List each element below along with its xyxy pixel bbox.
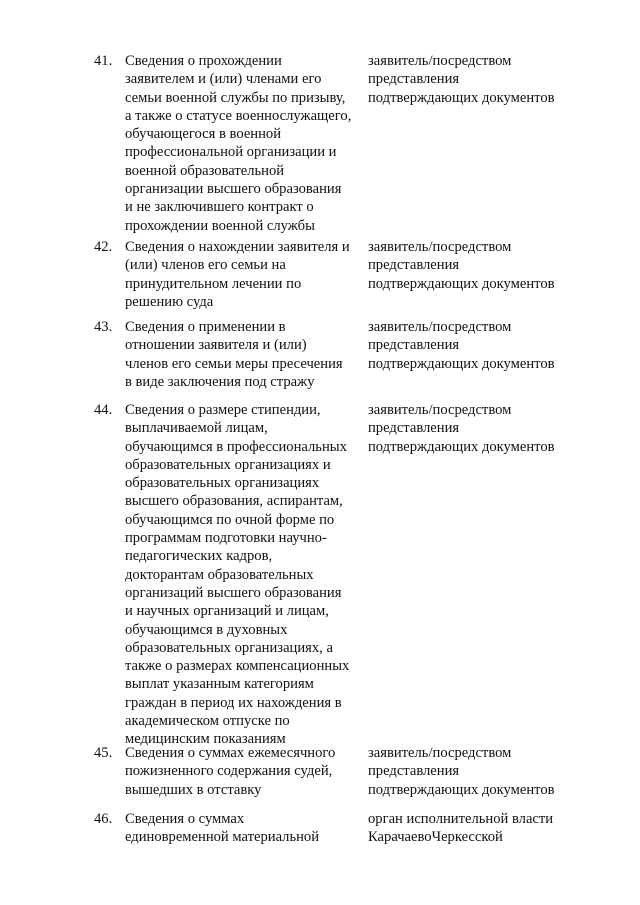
- item-source: заявитель/посредством представления подтверждающих документов: [368, 319, 555, 372]
- item-source: орган исполнительной власти КарачаевоЧеркесской: [368, 811, 554, 846]
- item-number: 46.: [94, 811, 113, 827]
- item-source: заявитель/посредством представления подтверждающих документов: [368, 53, 555, 106]
- item-number: 42.: [94, 239, 113, 255]
- item-number: 44.: [94, 402, 113, 418]
- item-description: Сведения о нахождении заявителя и (или) членов его семьи на принудительном лечении по решению суда: [125, 239, 350, 310]
- item-number: 41.: [94, 53, 113, 69]
- item-number: 45.: [94, 745, 113, 761]
- item-source: заявитель/посредством представления подтверждающих документов: [368, 745, 555, 798]
- item-source: заявитель/посредством представления подтверждающих документов: [368, 239, 555, 292]
- item-description: Сведения о прохождении заявителем и (или) членами его семьи военной службы по призыву, а также о статусе военнослужащего, обучающегося в военной профессиональной организации и военной образовательной организации высшего образования и не заключившего контракт о прохождении военной службы: [125, 53, 352, 234]
- item-description: Сведения о суммах единовременной материальной: [125, 811, 320, 846]
- item-description: Сведения о применении в отношении заявителя и (или) членов его семьи меры пресечения в виде заключения под стражу: [125, 319, 343, 390]
- item-source: заявитель/посредством представления подтверждающих документов: [368, 402, 555, 455]
- item-number: 43.: [94, 319, 113, 335]
- item-description: Сведения о суммах ежемесячного пожизненного содержания судей, вышедших в отставку: [125, 745, 336, 798]
- item-description: Сведения о размере стипендии, выплачиваемой лицам, обучающимся в профессиональных образовательных организациях и образовательных организациях высшего образования, аспирантам, обучающимся по очной форме по программам подготовки научно- педагогических кадров, докторантам образовательных организаций высшего образования и научных организаций и лицам, обучающимся в духовных образовательных организациях, а также о размерах компенсационных выплат указанным категориям граждан в период их нахождения в академическом отпуске по медицинским показаниям: [125, 402, 350, 748]
